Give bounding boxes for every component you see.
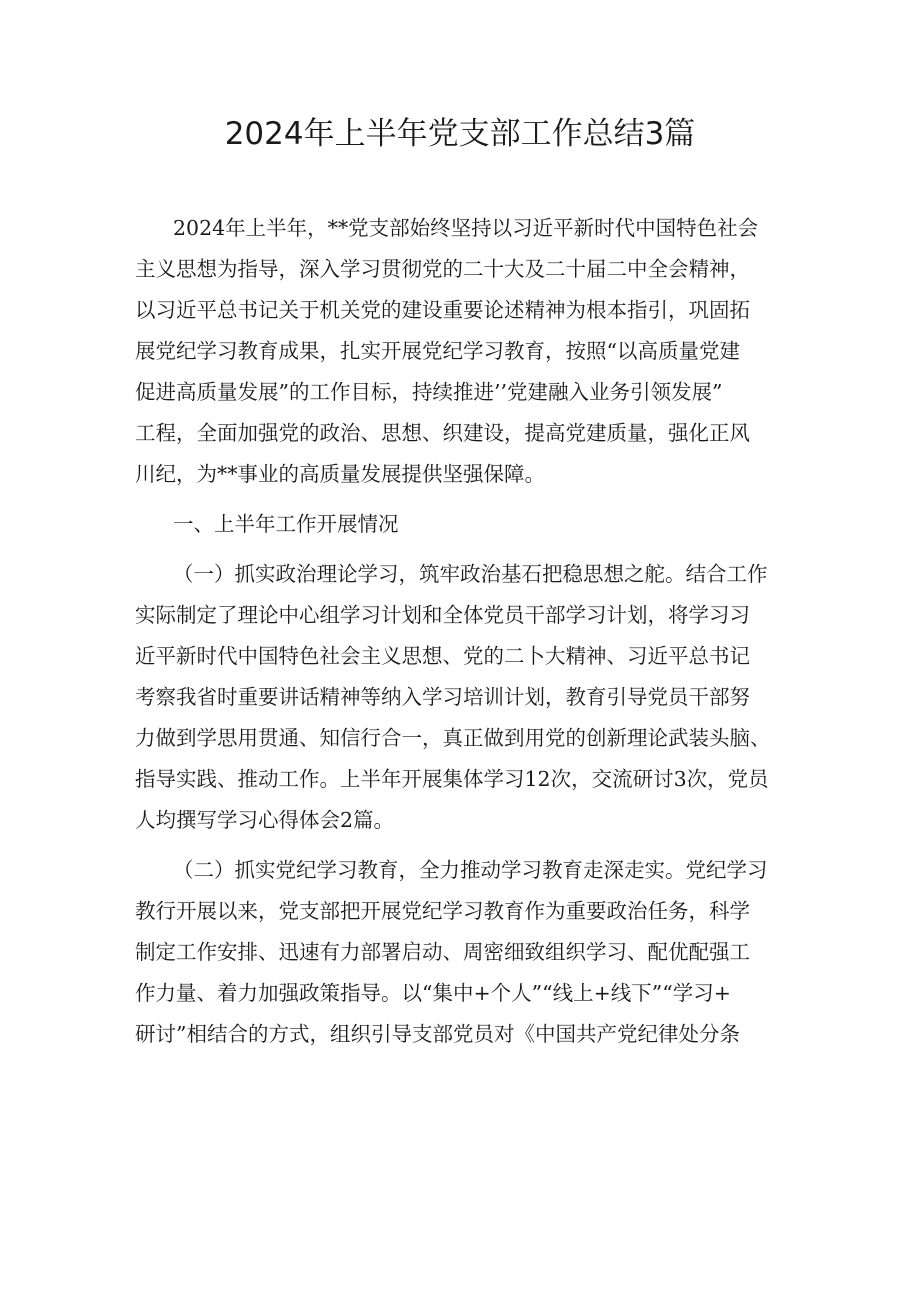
document-body — [135, 208, 795, 1055]
document-title: 2024年上半年党支部工作总结3篇 — [224, 116, 696, 152]
text-line: 2024年上半年，**党支部始终坚持以习近平新时代中国特色社会 — [173, 216, 759, 240]
text-line: 作力量、着力加强政策指导。以“集中+个人”“线上+线下”“学习+ — [135, 981, 731, 1005]
paragraph-item-1 — [135, 554, 795, 841]
section-heading — [135, 504, 795, 545]
text-line: （一）抓实政治理论学习，筑牢政治基石把稳思想之舵。结合工作 — [173, 562, 768, 586]
text-line: 指导实践、推动工作。上半年开展集体学习12次，交流研讨3次，党员 — [135, 767, 769, 791]
text-line: 一、上半年工作开展情况 — [173, 512, 399, 536]
text-line: （二）抓实党纪学习教育，全力推动学习教育走深走实。党纪学习 — [173, 858, 768, 882]
text-line: 力做到学思用贯通、知信行合一，真正做到用党的创新理论武装头脑、 — [135, 726, 771, 750]
text-line: 展党纪学习教育成果，扎实开展党纪学习教育，按照“以高质量党建 — [135, 339, 740, 363]
text-line: 实际制定了理论中心组学习计划和全体党员干部学习计划，将学习习 — [135, 603, 750, 627]
text-line: 川纪，为**事业的高质量发展提供坚强保障。 — [135, 462, 545, 486]
text-line: 研讨”相结合的方式，组织引导支部党员对《中国共产党纪律处分条 — [135, 1022, 740, 1046]
text-line: 考察我省时重要讲话精神等纳入学习培训计划，教育引导党员干部努 — [135, 685, 750, 709]
paragraph-item-2 — [135, 850, 795, 1055]
text-line: 制定工作安排、迅速有力部署启动、周密细致组织学习、配优配强工 — [135, 940, 750, 964]
text-line: 促进高质量发展”的工作目标，持续推进’’党建融入业务引领发展” — [135, 380, 723, 404]
paragraph-intro — [135, 208, 795, 495]
text-line: 近平新时代中国特色社会主义思想、党的二卜大精神、习近平总书记 — [135, 644, 750, 668]
text-line: 以习近平总书记关于机关党的建设重要论述精神为根本指引，巩固拓 — [135, 298, 750, 322]
text-line: 主义思想为指导，深入学习贯彻党的二十大及二十届二中全会精神， — [135, 257, 750, 281]
text-line: 教行开展以来，党支部把开展党纪学习教育作为重要政治任务，科学 — [135, 899, 750, 923]
text-line: 工程，全面加强党的政治、思想、织建设，提高党建质量，强化正风 — [135, 421, 750, 445]
text-line: 人均撰写学习心得体会2篇。 — [135, 808, 395, 832]
